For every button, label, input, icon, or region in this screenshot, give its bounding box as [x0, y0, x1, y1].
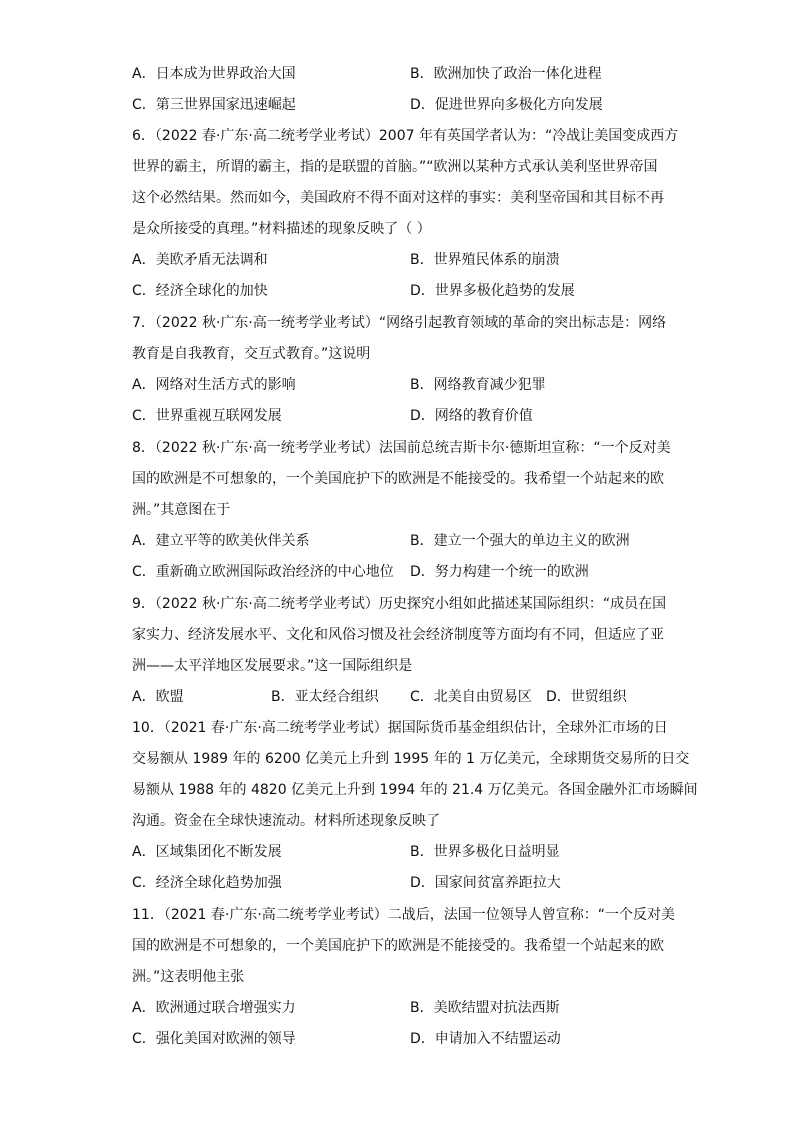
option-row [132, 868, 662, 899]
question-stem-line: 洲。”其意图在于 [132, 502, 231, 518]
question-stem-line: 9．（2022 秋·广东·高二统考学业考试）历史探究小组如此描述某国际组织：“成员在国 [132, 596, 667, 612]
question-stem-line: 沟通。资金在全球快速流动。材料所述现象反映了 [132, 813, 440, 829]
option-a[interactable]: A．欧盟 [132, 689, 184, 705]
question-stem-line: 交易额从 1989 年的 6200 亿美元上升到 1995 年的 1 万亿美元，全球期货交易所的日交 [132, 751, 690, 767]
question-stem-line: 教育是自我教育，交互式教育。”这说明 [132, 346, 371, 362]
option-b[interactable]: B．建立一个强大的单边主义的欧洲 [410, 533, 630, 549]
option-c[interactable]: C．世界重视互联网发展 [132, 408, 282, 424]
question-stem-line: 洲。”这表明他主张 [132, 969, 245, 985]
option-c[interactable]: C．强化美国对欧洲的领导 [132, 1031, 296, 1047]
option-c[interactable]: C．经济全球化趋势加强 [132, 875, 282, 891]
option-a[interactable]: A．网络对生活方式的影响 [132, 377, 296, 393]
question-stem-line: 世界的霸主，所谓的霸主，指的是联盟的首脑。”“欧洲以某种方式承认美利坚世界帝国 [132, 159, 658, 175]
option-row [132, 682, 662, 713]
question-stem-line: 洲——太平洋地区发展要求。”这一国际组织是 [132, 658, 413, 674]
question-stem-line: 国的欧洲是不可想象的，一个美国庇护下的欧洲是不能接受的。我希望一个站起来的欧 [132, 471, 664, 487]
option-row [132, 837, 662, 868]
question-stem-line: 家实力、经济发展水平、文化和风俗习惯及社会经济制度等方面均有不同，但适应了亚 [132, 627, 664, 643]
option-b[interactable]: B．世界殖民体系的崩溃 [410, 252, 560, 268]
question-stem-line: 11．（2021 春·广东·高二统考学业考试）二战后，法国一位领导人曾宣称：“一个反对美 [132, 907, 676, 923]
option-d[interactable]: D．世界多极化趋势的发展 [410, 283, 575, 299]
question-stem-line: 7．（2022 秋·广东·高一统考学业考试）“网络引起教育领域的革命的突出标志是：网络 [132, 315, 667, 331]
option-a[interactable]: A．欧洲通过联合增强实力 [132, 1000, 296, 1016]
question-stem-line: 是众所接受的真理。”材料描述的现象反映了（ ） [132, 221, 431, 237]
option-a[interactable]: A．美欧矛盾无法调和 [132, 252, 268, 268]
question-11 [132, 900, 676, 1055]
option-b[interactable]: B．欧洲加快了政治一体化进程 [410, 66, 602, 82]
question-stem-line: 这个必然结果。然而如今，美国政府不得不面对这样的事实：美利坚帝国和其目标不再 [132, 190, 664, 206]
option-c[interactable]: C．北美自由贸易区 [410, 689, 532, 705]
question-stem-line: 易额从 1988 年的 4820 亿美元上升到 1994 年的 21.4 万亿美元。各国金融外汇市场瞬间 [132, 782, 698, 798]
question-5-options [132, 59, 662, 121]
option-b[interactable]: B．网络教育减少犯罪 [410, 377, 546, 393]
option-d[interactable]: D．申请加入不结盟运动 [410, 1031, 561, 1047]
question-stem-line: 国的欧洲是不可想象的，一个美国庇护下的欧洲是不能接受的。我希望一个站起来的欧 [132, 938, 664, 954]
question-stem-line: 6．（2022 春·广东·高二统考学业考试）2007 年有英国学者认为：“冷战让美国变成西方 [132, 128, 679, 144]
question-stem-line: 10．（2021 春·广东·高二统考学业考试）据国际货币基金组织估计，全球外汇市场的日 [132, 720, 668, 736]
question-6 [132, 121, 679, 307]
question-10 [132, 713, 698, 899]
option-c[interactable]: C．经济全球化的加快 [132, 283, 268, 299]
option-b[interactable]: B．世界多极化日益明显 [410, 844, 560, 860]
option-a[interactable]: A．区域集团化不断发展 [132, 844, 282, 860]
option-b[interactable]: B．亚太经合组织 [271, 689, 379, 705]
option-row [132, 1024, 662, 1055]
option-row [132, 276, 662, 307]
option-a[interactable]: A．日本成为世界政治大国 [132, 66, 296, 82]
question-7 [132, 308, 667, 432]
option-b[interactable]: B．美欧结盟对抗法西斯 [410, 1000, 560, 1016]
option-d[interactable]: D．网络的教育价值 [410, 408, 533, 424]
option-row [132, 993, 662, 1024]
question-9 [132, 589, 667, 713]
question-8 [132, 433, 671, 588]
option-a[interactable]: A．建立平等的欧美伙伴关系 [132, 533, 310, 549]
option-row [132, 370, 662, 401]
option-d[interactable]: D．国家间贫富养距拉大 [410, 875, 561, 891]
option-row [132, 59, 662, 90]
option-row [132, 401, 662, 432]
option-row [132, 557, 662, 588]
option-d[interactable]: D．促进世界向多极化方向发展 [410, 97, 603, 113]
option-c[interactable]: C．第三世界国家迅速崛起 [132, 97, 296, 113]
option-d[interactable]: D．努力构建一个统一的欧洲 [410, 564, 589, 580]
question-stem-line: 8．（2022 秋·广东·高一统考学业考试）法国前总统吉斯卡尔·德斯坦宣称：“一个反对美 [132, 440, 671, 456]
option-d[interactable]: D．世贸组织 [546, 689, 627, 705]
option-row [132, 526, 662, 557]
option-row [132, 245, 662, 276]
option-row [132, 90, 662, 121]
option-c[interactable]: C．重新确立欧洲国际政治经济的中心地位 [132, 564, 394, 580]
